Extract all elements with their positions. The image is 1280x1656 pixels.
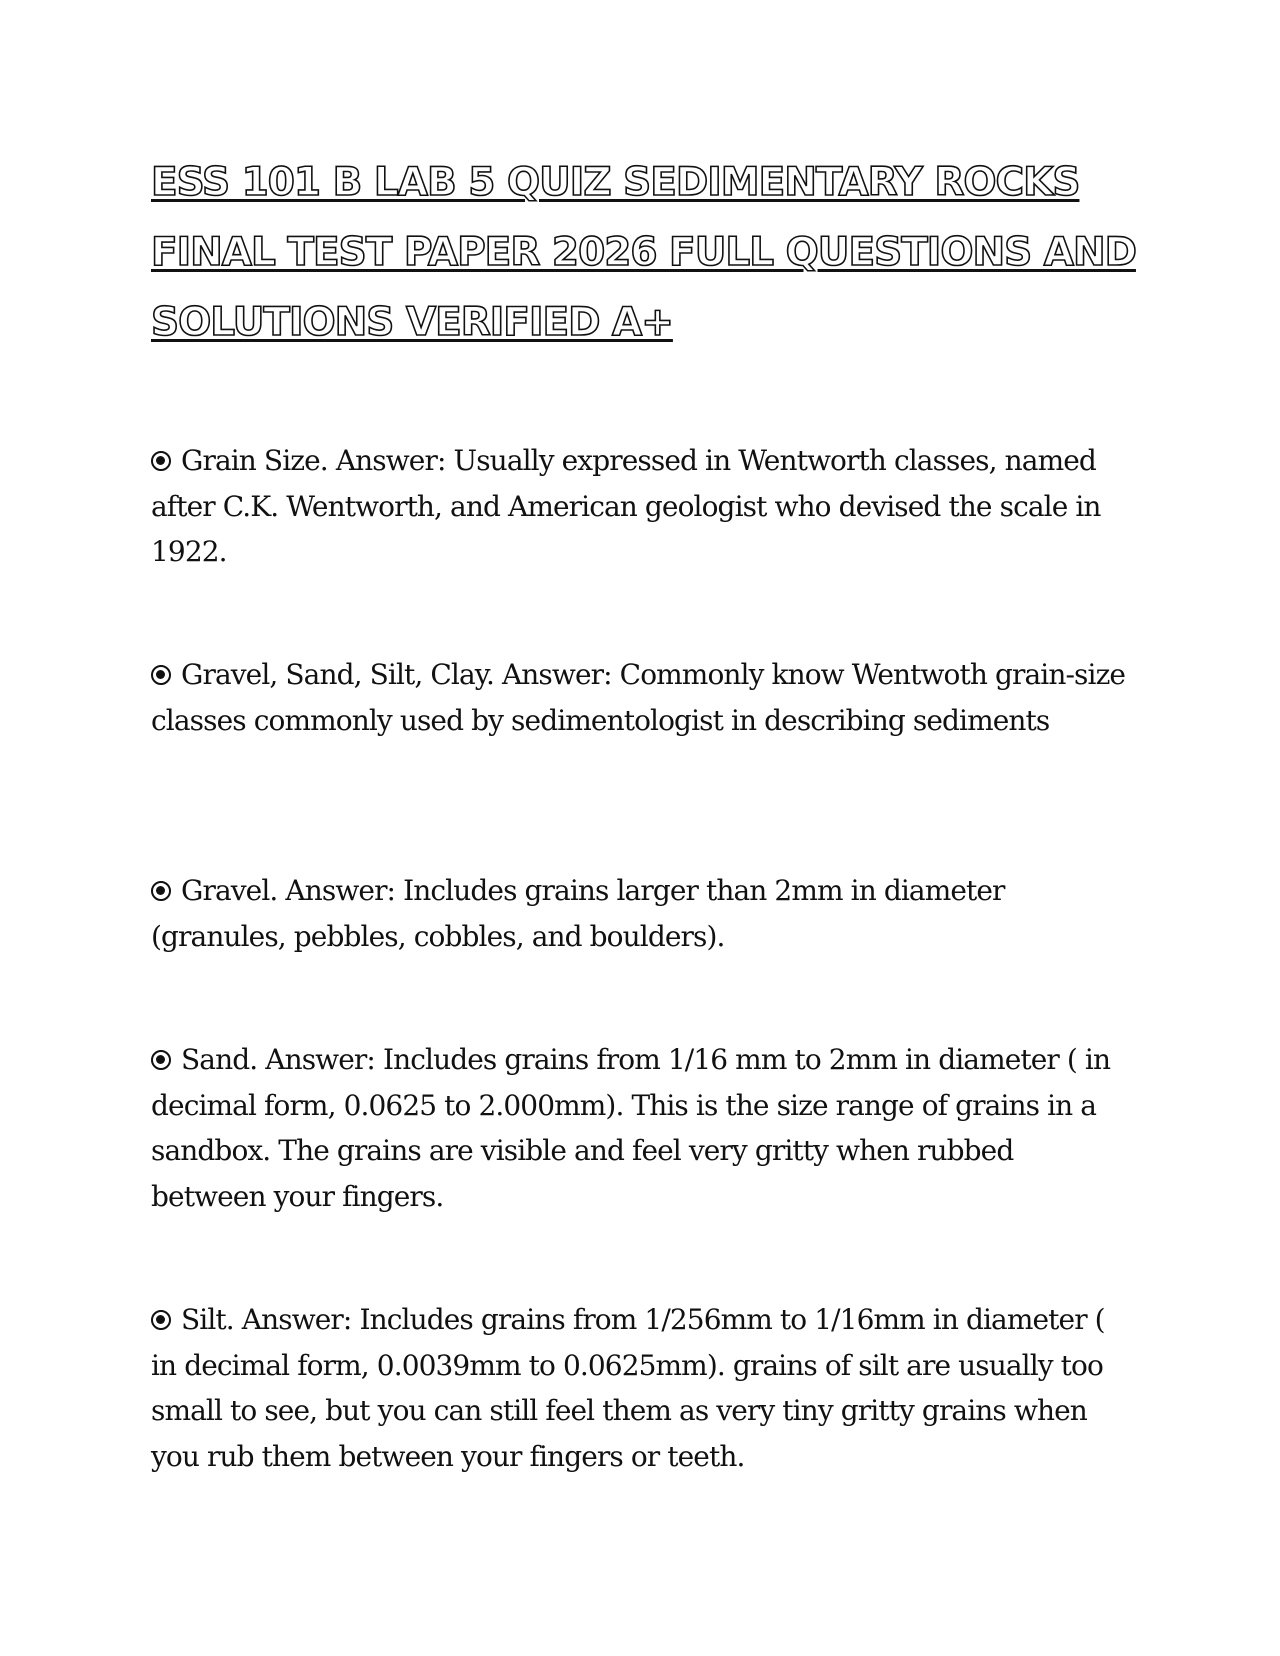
- document-title: ESS 101 B LAB 5 QUIZ SEDIMENTARY ROCKS FINAL TEST PAPER 2026 FULL QUESTIONS AND SOLUTIONS VERIFIED A+: [151, 160, 1136, 345]
- qa-item: [151, 868, 1131, 959]
- qa-item: [151, 652, 1131, 743]
- answer-text: Usually expressed in Wentworth classes, named after C.K. Wentworth, and American geologist who devised the scale in 1922.: [151, 444, 1101, 568]
- question-text: Silt.: [181, 1303, 234, 1336]
- radio-bullet-icon: [151, 881, 171, 901]
- qa-item: [151, 438, 1131, 575]
- answer-text: Includes grains from 1/256mm to 1/16mm in diameter ( in decimal form, 0.0039mm to 0.0625mm). grains of silt are usually too small to see, but you can still feel them as very tiny gritty grains when you rub them between your fingers or teeth.: [151, 1303, 1105, 1473]
- answer-text: Commonly know Wentwoth grain-size classes commonly used by sedimentologist in describing sediments: [151, 658, 1126, 737]
- answer-text: Includes grains larger than 2mm in diameter (granules, pebbles, cobbles, and boulders).: [151, 874, 1005, 953]
- question-text: Sand.: [181, 1043, 258, 1076]
- qa-item: [151, 1297, 1131, 1479]
- answer-label: Answer:: [265, 1043, 375, 1076]
- qa-item: [151, 1037, 1131, 1219]
- radio-bullet-icon: [151, 665, 171, 685]
- answer-label: Answer:: [285, 874, 396, 907]
- question-text: Grain Size.: [181, 444, 328, 477]
- answer-text: Includes grains from 1/16 mm to 2mm in diameter ( in decimal form, 0.0625 to 2.000mm). This is the size range of grains in a sandbox. The grains are visible and feel very gritty when rubbed between your fingers.: [151, 1043, 1111, 1213]
- question-text: Gravel, Sand, Silt, Clay.: [181, 658, 494, 691]
- question-text: Gravel.: [181, 874, 278, 907]
- radio-bullet-icon: [151, 451, 171, 471]
- radio-bullet-icon: [151, 1310, 171, 1330]
- answer-label: Answer:: [241, 1303, 352, 1336]
- answer-label: Answer:: [501, 658, 612, 691]
- answer-label: Answer:: [335, 444, 446, 477]
- radio-bullet-icon: [151, 1050, 171, 1070]
